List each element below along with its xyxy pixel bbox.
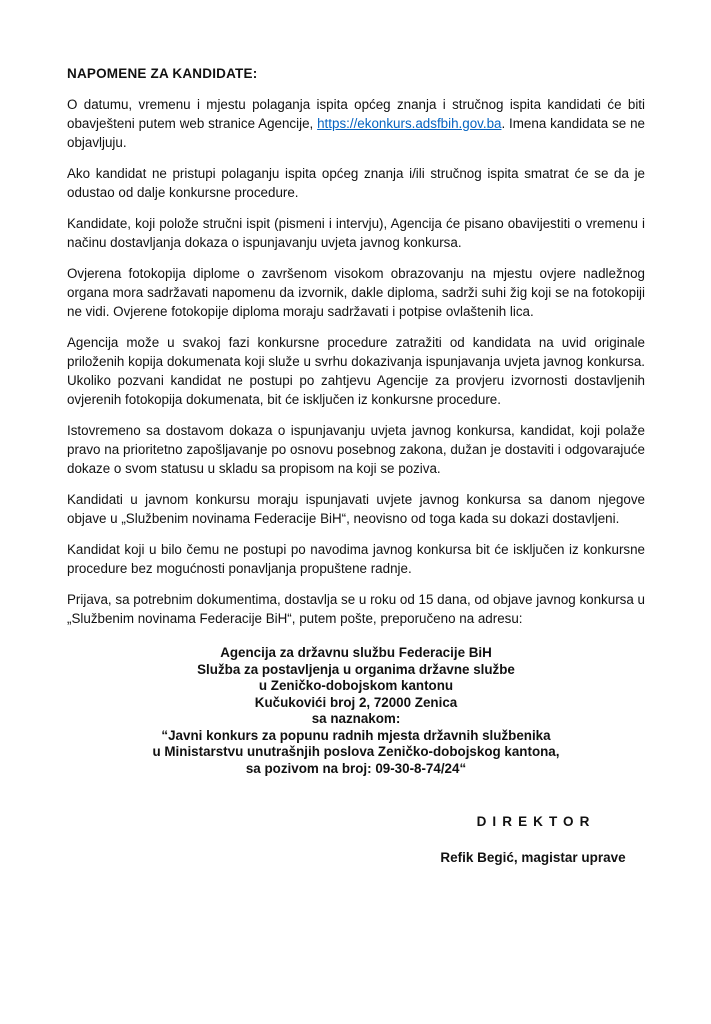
address-line-service: Služba za postavljenja u organima državne službe — [197, 661, 515, 677]
address-line-reference-number: sa pozivom na broj: 09-30-8-74/24“ — [245, 760, 467, 776]
paragraph-no-show: Ako kandidat ne pristupi polaganju ispita općeg znanja i/ili stručnog ispita smatrat će se da je odustao od dalje konkursne procedure. — [67, 166, 645, 200]
document-heading: NAPOMENE ZA KANDIDATE: — [67, 66, 258, 81]
signature-name: Refik Begić, magistar uprave — [440, 850, 626, 865]
paragraph-passed-exam: Kandidate, koji polože stručni ispit (pismeni i intervju), Agencija će pisano obavijestiti o vremenu i načinu dostavljanja dokaza o ispunjavanju uvjeta javnog konkursa. — [67, 216, 645, 250]
paragraph-exclusion: Kandidat koji u bilo čemu ne postupi po navodima javnog konkursa bit će isključen iz konkursne procedure bez mogućnosti ponavljanja propuštene radnje. — [67, 542, 645, 576]
paragraph-exam-notice-pre: O datumu, vremenu i mjestu polaganja ispita općeg znanja i stručnog ispita kandidati će biti obavješteni putem web stranice Agencije, — [67, 97, 645, 131]
address-line-designation-label: sa naznakom: — [311, 711, 401, 726]
paragraph-originals-check: Agencija može u svakoj fazi konkursne procedure zatražiti od kandidata na uvid originale priloženih kopija dokumenata koji služe u svrhu dokazivanja ispunjavanja uvjeta javnog konkursa. Ukoliko pozvani kandidat ne postupi po zahtjevu Agencije za provjeru izvornosti dostavljenih ovjerenih fotokopija dokumenata, bit će isključen iz konkursne procedure. — [67, 335, 645, 407]
address-block — [67, 645, 645, 777]
address-line-street: Kučukovići broj 2, 72000 Zenica — [254, 694, 458, 710]
paragraph-priority-employment: Istovremeno sa dostavom dokaza o ispunjavanju uvjeta javnog konkursa, kandidat, koji polaže pravo na prioritetno zapošljavanje po osnovu posebnog zakona, dužan je dostaviti i odgovarajuće dokaze o svom statusu u skladu sa propisom na koji se poziva. — [67, 423, 645, 476]
signature-title: DIREKTOR — [476, 814, 596, 829]
paragraph-exam-notice — [67, 95, 645, 152]
paragraph-conditions-date: Kandidati u javnom konkursu moraju ispunjavati uvjete javnog konkursa sa danom njegove objave u „Službenim novinama Federacije BiH“, neovisno od toga kada su dokazi dostavljeni. — [67, 492, 645, 526]
address-line-competition-title: “Javni konkurs za popunu radnih mjesta državnih službenika — [161, 727, 551, 743]
signature-block — [413, 814, 653, 865]
paragraph-diploma-copy: Ovjerena fotokopija diplome o završenom visokom obrazovanju na mjestu ovjere nadležnog organa mora sadržavati napomenu da izvornik, dakle diploma, sadrži suhi žig koji se na fotokopiji ne vidi. Ovjerene fotokopije diploma moraju sadržavati i potpise ovlaštenih lica. — [67, 266, 645, 319]
paragraph-exam-notice-post: . Imena kandidata se ne objavljuju. — [67, 116, 645, 150]
address-line-agency: Agencija za državnu službu Federacije BiH — [220, 645, 492, 660]
paragraph-application-deadline: Prijava, sa potrebnim dokumentima, dostavlja se u roku od 15 dana, od objave javnog konkursa u „Službenim novinama Federacije BiH“, putem pošte, preporučeno na adresu: — [67, 592, 645, 626]
ekonkurs-link[interactable]: https://ekonkurs.adsfbih.gov.ba — [317, 116, 502, 131]
address-line-ministry: u Ministarstvu unutrašnjih poslova Zeničko-dobojskog kantona, — [152, 744, 560, 759]
address-line-canton: u Zeničko-dobojskom kantonu — [258, 678, 454, 693]
